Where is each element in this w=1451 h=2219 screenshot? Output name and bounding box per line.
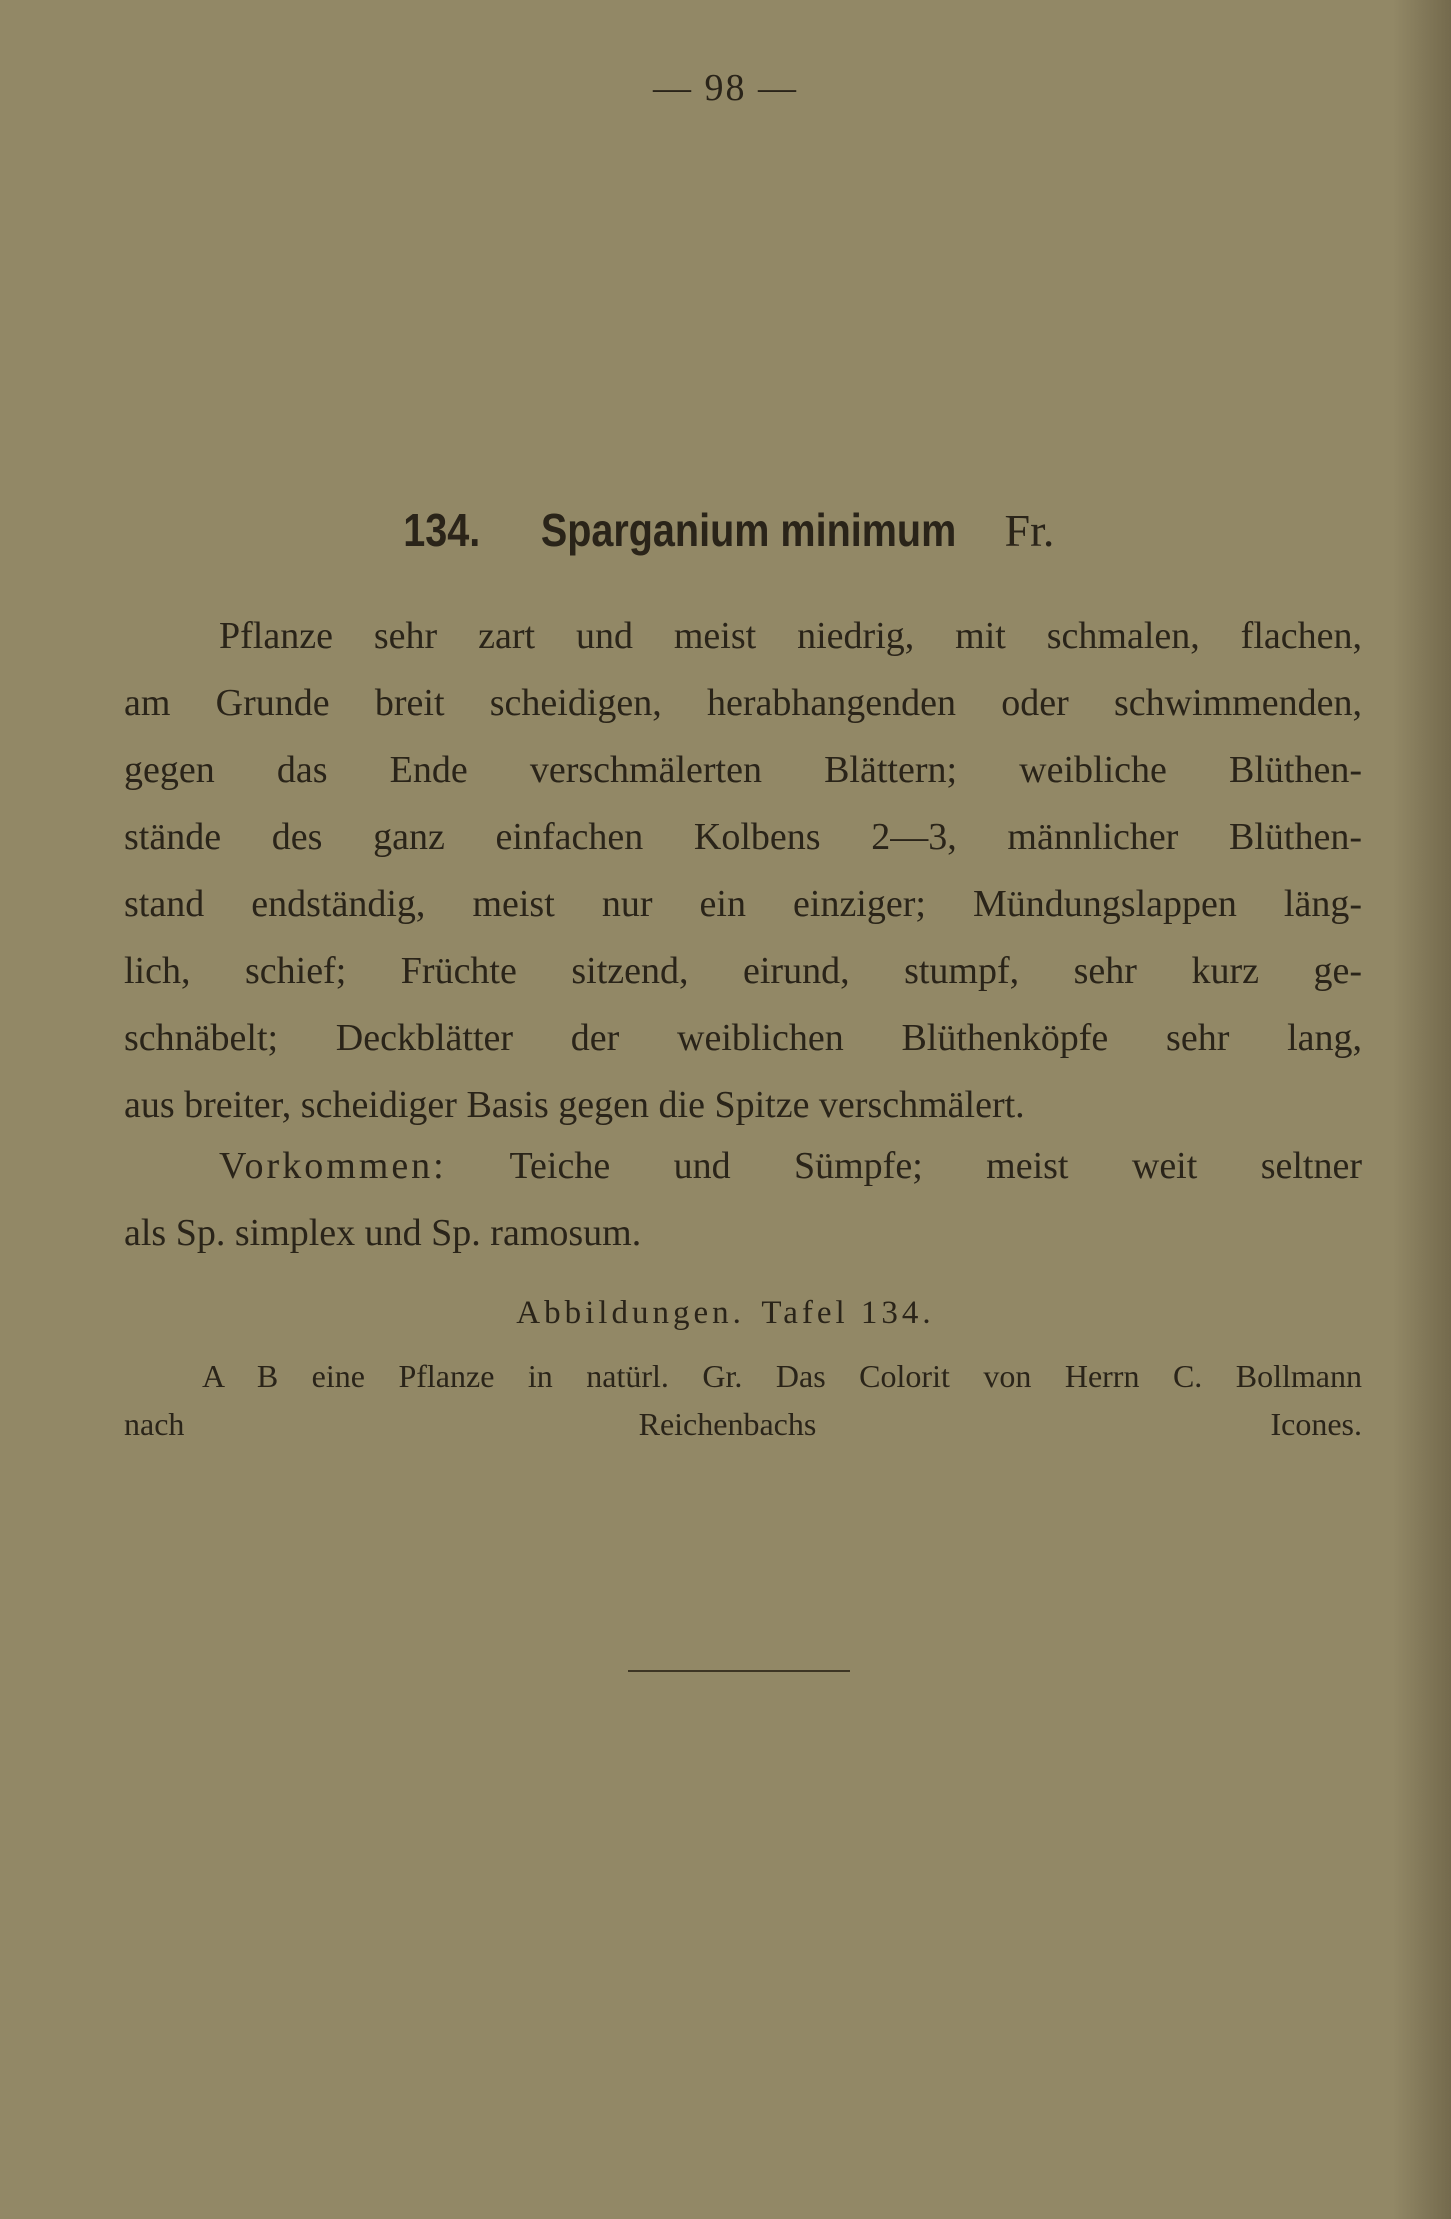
species-heading [0,500,1451,561]
figures-caption [124,1352,1362,1448]
description-paragraph [124,603,1362,1139]
description-line: schnäbelt; Deckblätter der weiblichen Blüthenköpfe sehr lang, [124,1017,1362,1059]
end-rule [628,1670,850,1672]
description-line: am Grunde breit scheidigen, herabhangenden oder schwimmenden, [124,682,1362,724]
species-name: Sparganium minimum [540,504,957,556]
description-line: gegen das Ende verschmälerten Blättern; weibliche Blüthen- [124,749,1362,791]
species-author: Fr. [1004,505,1055,556]
occurrence-line [124,1133,1362,1200]
description-line: stände des ganz einfachen Kolbens 2—3, männlicher Blüthen- [124,816,1362,858]
description-line: Pflanze sehr zart und meist niedrig, mit schmalen, flachen, [219,615,1362,657]
figures-label: Abbildungen. [516,1295,745,1331]
species-number: 134. [402,504,480,556]
occurrence-line: als Sp. simplex und Sp. ramosum. [124,1212,642,1254]
description-line: stand endständig, meist nur ein einziger; Mündungslappen läng- [124,883,1362,925]
description-line: lich, schief; Früchte sitzend, eirund, stumpf, sehr kurz ge- [124,950,1362,992]
occurrence-label: Vorkommen: [219,1145,447,1187]
occurrence-text: Teiche und Sümpfe; meist weit seltner [509,1145,1362,1187]
figures-plate: Tafel 134. [761,1295,935,1331]
occurrence-paragraph [124,1133,1362,1267]
description-line: aus breiter, scheidiger Basis gegen die Spitze verschmälert. [124,1084,1025,1126]
figures-title [0,1295,1451,1332]
caption-line: nach Reichenbachs Icones. [124,1406,1362,1442]
page-number: — 98 — [653,67,798,109]
caption-line: A B eine Pflanze in natürl. Gr. Das Colorit von Herrn C. Bollmann [202,1358,1362,1394]
